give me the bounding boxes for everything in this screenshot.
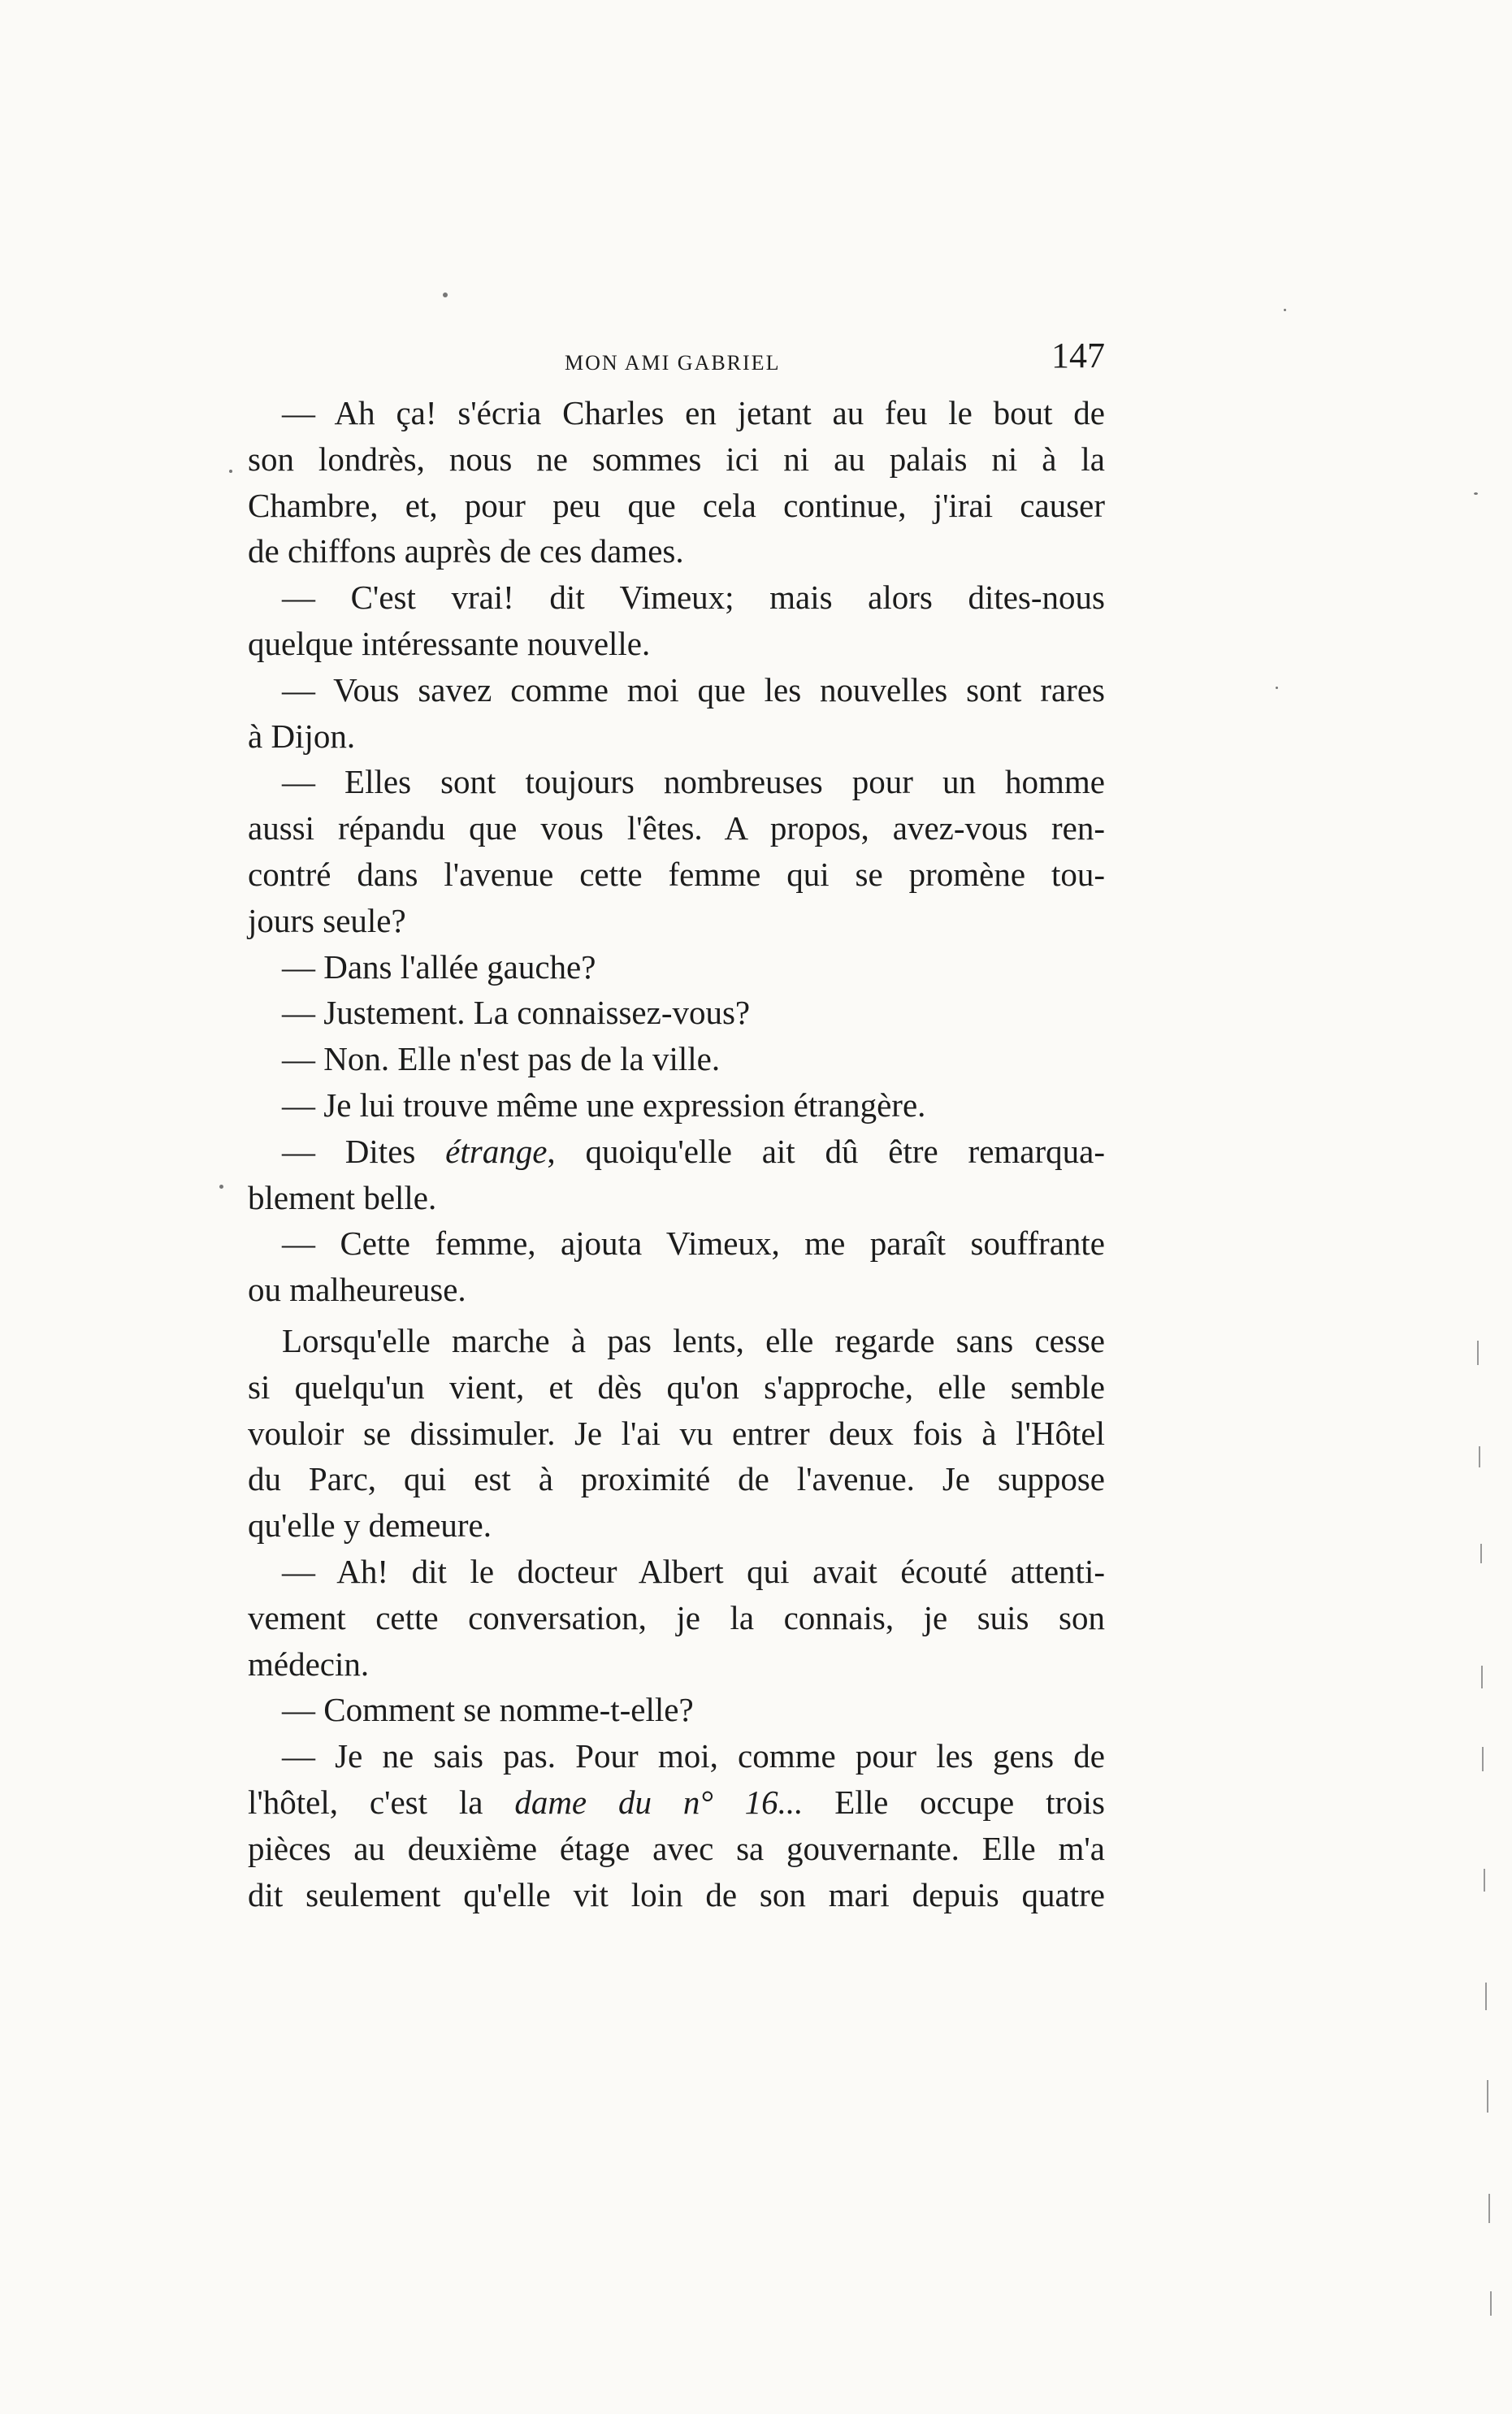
scan-speck bbox=[1474, 492, 1478, 495]
page-number: 147 bbox=[1051, 336, 1105, 375]
text-line: si quelqu'un vient, et dès qu'on s'approche, elle semble bbox=[248, 1367, 1105, 1406]
body-text bbox=[248, 390, 1105, 1918]
margin-mark bbox=[1487, 2080, 1488, 2113]
text-line: son londrès, nous ne sommes ici ni au palais ni à la bbox=[248, 440, 1105, 478]
margin-mark bbox=[1479, 1446, 1480, 1467]
text-line: du Parc, qui est à proximité de l'avenue. Je suppose bbox=[248, 1460, 1105, 1498]
text-line: Lorsqu'elle marche à pas lents, elle regarde sans cesse bbox=[282, 1321, 1105, 1359]
text-line: — Ah ça! s'écria Charles en jetant au feu le bout de bbox=[282, 394, 1105, 431]
margin-mark bbox=[1477, 1341, 1479, 1365]
text-line: — Comment se nomme-t-elle? bbox=[282, 1691, 694, 1729]
text-line: ou malheureuse. bbox=[248, 1271, 466, 1309]
text-line: — Non. Elle n'est pas de la ville. bbox=[282, 1040, 721, 1078]
text-line: qu'elle y demeure. bbox=[248, 1506, 492, 1545]
running-title: MON AMI GABRIEL bbox=[565, 351, 781, 375]
margin-mark bbox=[1482, 1747, 1484, 1771]
text-line: Chambre, et, pour peu que cela continue, j'irai causer bbox=[248, 486, 1105, 524]
text-line: pièces au deuxième étage avec sa gouvernante. Elle m'a bbox=[248, 1829, 1105, 1867]
margin-mark bbox=[1490, 2291, 1492, 2316]
text-line: vouloir se dissimuler. Je l'ai vu entrer deux fois à l'Hôtel bbox=[248, 1414, 1105, 1452]
text-line: blement belle. bbox=[248, 1178, 437, 1216]
text-line: jours seule? bbox=[248, 901, 406, 939]
text-line: — Cette femme, ajouta Vimeux, me paraît souffrante bbox=[282, 1224, 1105, 1263]
text-line: — Vous savez comme moi que les nouvelles sont rares bbox=[282, 670, 1105, 709]
text-line: — Ah! dit le docteur Albert qui avait écouté attenti- bbox=[282, 1552, 1105, 1590]
running-head bbox=[248, 333, 1105, 390]
text-line: quelque intéressante nouvelle. bbox=[248, 624, 651, 662]
text-line: — C'est vrai! dit Vimeux; mais alors dites-nous bbox=[282, 579, 1105, 617]
text-line: — Je lui trouve même une expression étrangère. bbox=[282, 1086, 926, 1124]
text-line: aussi répandu que vous l'êtes. A propos, avez-vous ren- bbox=[248, 809, 1105, 847]
text-line: dit seulement qu'elle vit loin de son mari depuis quatre bbox=[248, 1875, 1105, 1913]
text-line: contré dans l'avenue cette femme qui se promène tou- bbox=[248, 855, 1105, 893]
text-line: — Dans l'allée gauche? bbox=[282, 947, 596, 986]
margin-mark bbox=[1485, 1983, 1487, 2010]
text-line: de chiffons auprès de ces dames. bbox=[248, 532, 684, 570]
scan-speck bbox=[219, 1185, 223, 1189]
text-line: médecin. bbox=[248, 1645, 370, 1683]
scan-speck bbox=[229, 470, 232, 473]
text-line: vement cette conversation, je la connais, je suis son bbox=[248, 1598, 1105, 1636]
text-line: — Justement. La connaissez-vous? bbox=[282, 994, 751, 1032]
margin-mark bbox=[1480, 1544, 1482, 1563]
margin-mark bbox=[1481, 1666, 1483, 1688]
scan-speck bbox=[443, 293, 448, 297]
italic-text: dame du n° 16... bbox=[514, 1783, 804, 1821]
text-line: — Elles sont toujours nombreuses pour un homme bbox=[282, 763, 1105, 801]
scan-speck bbox=[1284, 309, 1286, 311]
scan-speck bbox=[1276, 687, 1278, 689]
text-line: à Dijon. bbox=[248, 717, 356, 755]
text-line: — Dites étrange, quoiqu'elle ait dû être remarqua- bbox=[282, 1132, 1105, 1170]
margin-mark bbox=[1488, 2194, 1490, 2223]
margin-mark bbox=[1484, 1869, 1485, 1892]
text-line: l'hôtel, c'est la dame du n° 16... Elle occupe trois bbox=[248, 1783, 1105, 1821]
text-line: — Je ne sais pas. Pour moi, comme pour les gens de bbox=[282, 1737, 1105, 1775]
italic-text: étrange bbox=[445, 1132, 548, 1170]
